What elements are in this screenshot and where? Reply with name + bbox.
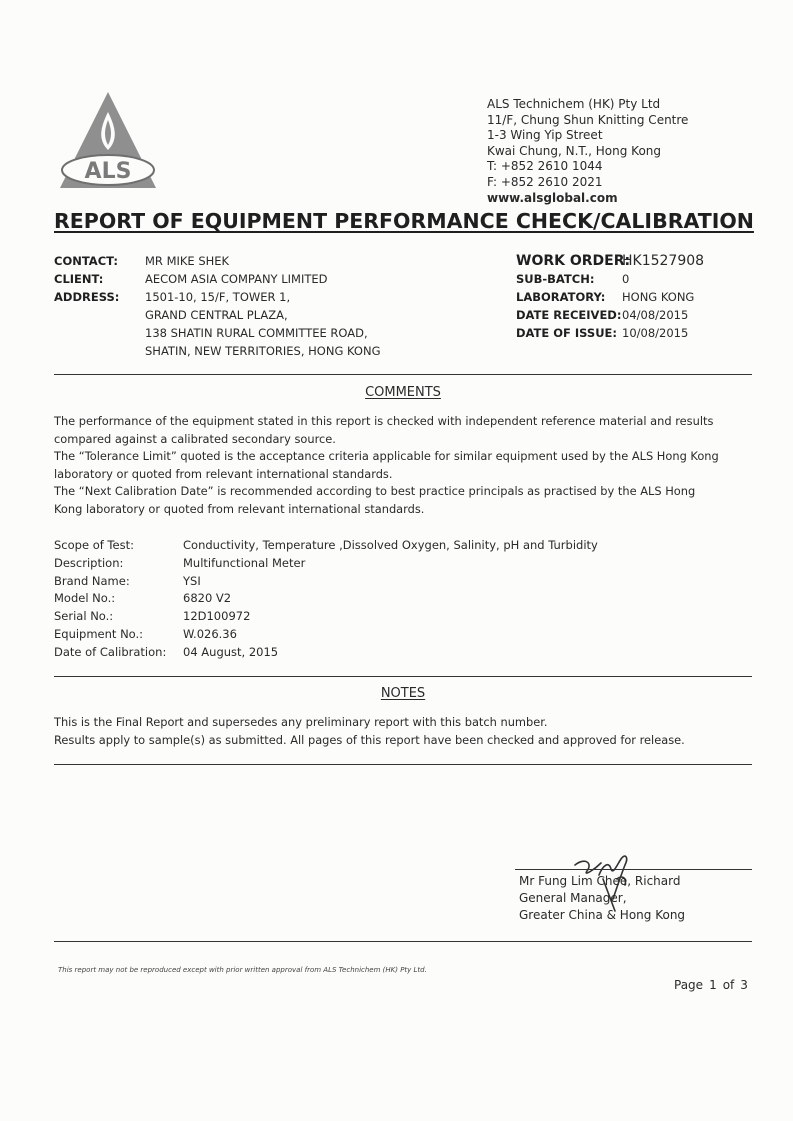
address-line: GRAND CENTRAL PLAZA, [145,308,288,322]
logo-text: ALS [84,159,132,184]
model-label: Model No.: [54,591,116,606]
signatory-role: General Manager, [519,891,627,906]
comment-line: The “Tolerance Limit” quoted is the acceptance criteria applicable for similar equipment used by the ALS Hong Kong [54,449,719,463]
date-received-value: 04/08/2015 [622,308,689,322]
laboratory-value: HONG KONG [622,290,695,304]
company-name: ALS Technichem (HK) Pty Ltd [487,97,661,111]
client-value: AECOM ASIA COMPANY LIMITED [145,272,328,286]
contact-values [145,252,381,360]
date-issue-label: DATE OF ISSUE: [516,326,618,340]
address-line: 138 SHATIN RURAL COMMITTEE ROAD, [145,326,368,340]
equipment-label: Equipment No.: [54,626,144,641]
client-label: CLIENT: [54,272,104,286]
comment-line: compared against a calibrated secondary source. [54,431,336,446]
date-issue-value: 10/08/2015 [622,326,689,340]
report-title: REPORT OF EQUIPMENT PERFORMANCE CHECK/CALIBRATION [54,209,754,233]
divider [54,676,752,677]
brand-label: Brand Name: [54,573,130,588]
company-address-line: 1-3 Wing Yip Street [487,128,603,143]
address-line: 1501-10, 15/F, TOWER 1, [145,290,291,304]
page-total: 3 [740,978,748,992]
contact-labels [54,252,119,306]
als-logo [58,90,158,190]
scope-label: Scope of Test: [54,538,134,552]
note-line: This is the Final Report and supersedes any preliminary report with this batch number. [54,715,548,729]
company-address-line: 11/F, Chung Shun Knitting Centre [487,112,689,127]
comment-line: laboratory or quoted from relevant international standards. [54,466,393,481]
calibration-date-value: 04 August, 2015 [183,644,279,659]
comments-text [54,413,754,518]
signatory-block [519,873,685,925]
model-value: 6820 V2 [183,591,232,606]
serial-value: 12D100972 [183,609,251,624]
divider [54,374,752,375]
laboratory-label: LABORATORY: [516,290,606,304]
divider [54,941,752,942]
page-label: Page [674,978,704,992]
address-line: SHATIN, NEW TERRITORIES, HONG KONG [145,344,381,358]
company-tel: T: +852 2610 1044 [487,159,603,174]
contact-label: CONTACT: [54,254,118,268]
scope-value: Conductivity, Temperature ,Dissolved Oxygen, Salinity, pH and Turbidity [183,538,598,552]
signatory-region: Greater China & Hong Kong [519,908,686,923]
divider [54,764,752,765]
page-of: of [722,978,735,992]
signature-line [515,869,752,870]
page-current: 1 [709,978,717,992]
description-value: Multifunctional Meter [183,555,306,570]
equipment-detail-labels [54,537,166,662]
description-label: Description: [54,555,124,570]
order-labels [516,252,630,342]
equipment-detail-values [183,537,598,662]
address-label: ADDRESS: [54,290,120,304]
company-address-line: Kwai Chung, N.T., Hong Kong [487,143,662,158]
calibration-date-label: Date of Calibration: [54,644,167,659]
sub-batch-label: SUB-BATCH: [516,272,595,286]
notes-text [54,714,754,749]
page-number [674,978,754,992]
note-line: Results apply to sample(s) as submitted. All pages of this report have been checked and approved for release. [54,732,685,747]
work-order-value: HK1527908 [622,253,705,269]
comment-line: The performance of the equipment stated in this report is checked with independent reference material and results [54,414,714,428]
comment-line: The “Next Calibration Date” is recommended according to best practice principals as practised by the ALS Hong [54,484,696,498]
footer-disclaimer: This report may not be reproduced except with prior written approval from ALS Technichem (HK) Pty Ltd. [58,966,427,974]
signatory-name: Mr Fung Lim Chee, Richard [519,874,681,888]
serial-label: Serial No.: [54,609,114,624]
sub-batch-value: 0 [622,272,630,286]
work-order-label: WORK ORDER: [516,253,631,269]
notes-heading: NOTES [380,686,426,701]
company-fax: F: +852 2610 2021 [487,174,603,189]
date-received-label: DATE RECEIVED: [516,308,622,322]
brand-value: YSI [183,573,201,588]
comments-heading: COMMENTS [365,385,441,400]
company-website: www.alsglobal.com [487,190,618,205]
equipment-value: W.026.36 [183,626,237,641]
contact-value: MR MIKE SHEK [145,254,230,268]
order-values [622,252,704,342]
company-address-block [487,97,688,206]
comment-line: Kong laboratory or quoted from relevant international standards. [54,501,425,516]
